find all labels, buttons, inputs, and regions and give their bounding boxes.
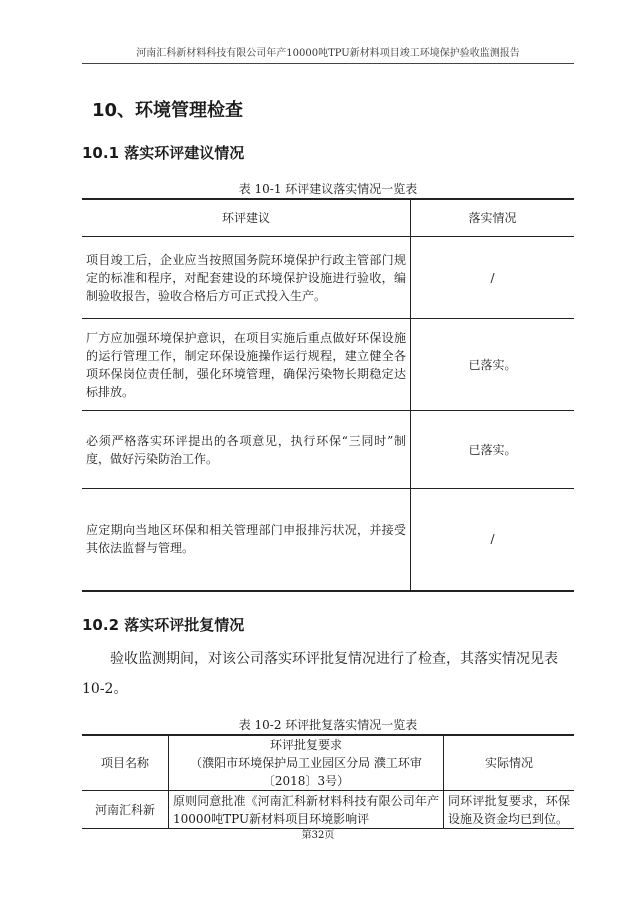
section-10-1-heading: 10.1 落实环评建议情况 xyxy=(82,144,245,162)
table-10-2 xyxy=(82,734,574,829)
actual-cell: 同环评批复要求，环保设施及资金均已到位。 xyxy=(444,791,575,829)
project-name-cell: 河南汇科新 xyxy=(82,791,169,829)
table-10-2-caption: 表 10-2 环评批复落实情况一览表 xyxy=(238,718,418,732)
table-header-cell: 环评批复要求 （濮阳市环境保护局工业园区分局 濮工环审〔2018〕3号） xyxy=(169,735,444,791)
suggestion-cell: 应定期向当地区环保和相关管理部门申报排污状况，并接受其依法监督与管理。 xyxy=(82,489,411,591)
table-10-1 xyxy=(82,198,574,592)
table-row xyxy=(82,237,574,319)
table-header-cell: 落实情况 xyxy=(411,199,575,237)
table-10-1-caption: 表 10-1 环评建议落实情况一览表 xyxy=(238,182,418,196)
table-row xyxy=(82,411,574,489)
table-header-cell: 项目名称 xyxy=(82,735,169,791)
suggestion-cell: 必须严格落实环评提出的各项意见，执行环保“三同时”制度，做好污染防治工作。 xyxy=(82,411,411,489)
table-header-cell: 实际情况 xyxy=(444,735,575,791)
table-row xyxy=(82,791,574,829)
suggestion-cell: 项目竣工后，企业应当按照国务院环境保护行政主管部门规定的标准和程序，对配套建设的环境保护设施进行验收，编制验收报告，验收合格后方可正式投入生产。 xyxy=(82,237,411,319)
table-header-cell: 环评建议 xyxy=(82,199,411,237)
status-cell: 已落实。 xyxy=(411,319,575,411)
status-cell: 已落实。 xyxy=(411,411,575,489)
page-number: 第32页 xyxy=(301,830,335,841)
section-10-2-paragraph: 验收监测期间，对该公司落实环评批复情况进行了检查，其落实情况见表10-2。 xyxy=(82,651,558,697)
section-10-heading: 10、环境管理检查 xyxy=(92,100,244,121)
requirement-cell: 原则同意批准《河南汇科新材料科技有限公司年产10000吨TPU新材料项目环境影响评 xyxy=(169,791,444,829)
status-cell: / xyxy=(411,237,575,319)
status-cell: / xyxy=(411,489,575,591)
running-header: 河南汇科新材料科技有限公司年产10000吨TPU新材料项目竣工环境保护验收监测报告 xyxy=(82,44,574,64)
suggestion-cell: 厂方应加强环境保护意识，在项目实施后重点做好环保设施的运行管理工作，制定环保设施操作运行规程，建立健全各项环保岗位责任制，强化环境管理，确保污染物长期稳定达标排放。 xyxy=(82,319,411,411)
table-row xyxy=(82,319,574,411)
table-row xyxy=(82,489,574,591)
section-10-2-heading: 10.2 落实环评批复情况 xyxy=(82,616,245,634)
